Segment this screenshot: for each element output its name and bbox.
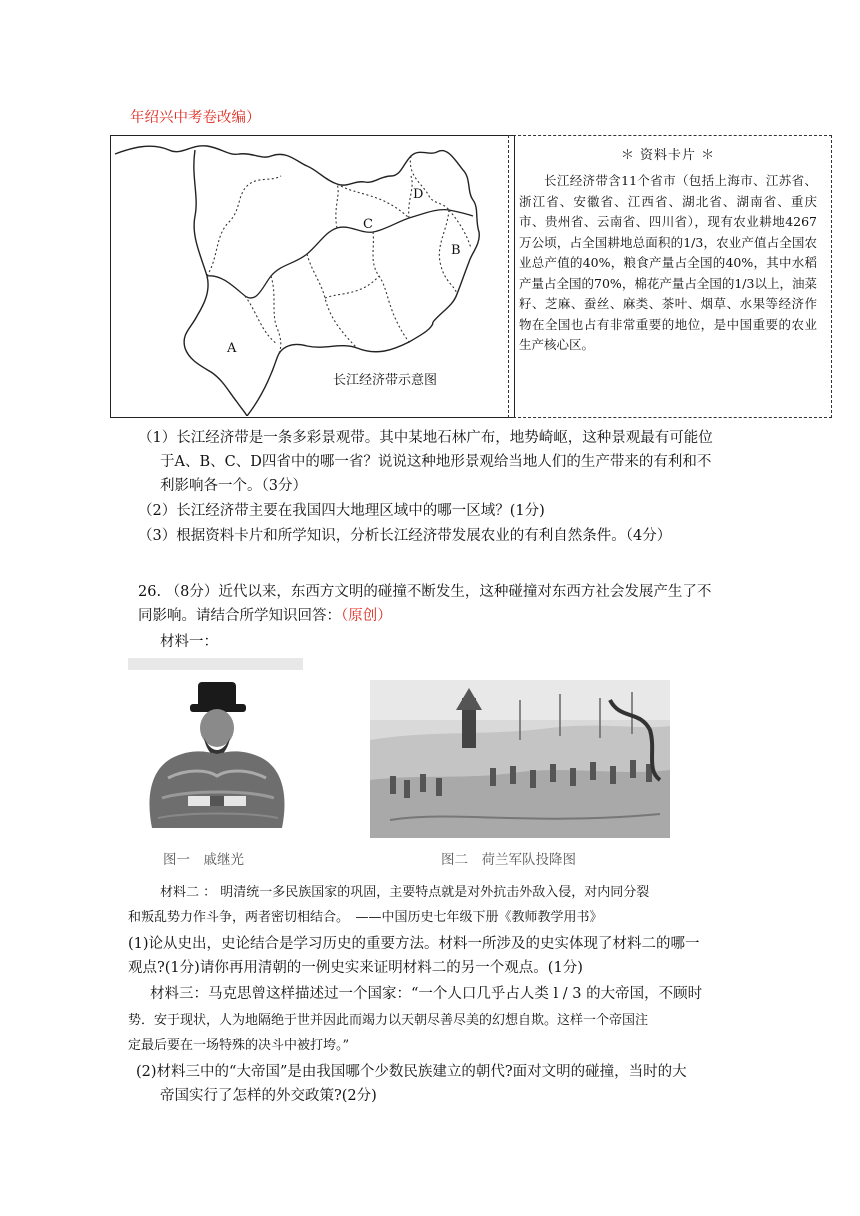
yangtze-map	[110, 135, 515, 418]
province-boundaries	[207, 156, 471, 358]
q26-stem-line1: 26. （8分）近代以来，东西方文明的碰撞不断发生，这种碰撞对东西方社会发展产生了不	[138, 584, 712, 600]
q25-sub3: （3）根据资料卡片和所学知识，分析长江经济带发展农业的有利自然条件。（4分）	[138, 528, 672, 544]
q26-sub1-line1: (1)论从史出，史论结合是学习历史的重要方法。材料一所涉及的史实体现了材料二的哪一	[128, 936, 700, 952]
q25-sub1-line1: （1）长江经济带是一条多彩景观带。其中某地石林广布，地势崎岖，这种景观最有可能位	[138, 430, 713, 446]
material2-line2: 和叛乱势力作斗争，两者密切相结合。 ——中国历史七年级下册《教师教学用书》	[128, 910, 603, 925]
material1-label: 材料一：	[160, 634, 218, 650]
figure2-surrender-scene	[370, 680, 670, 838]
resource-card	[508, 135, 832, 418]
q26-stem-text: 同影响。请结合所学知识回答：	[138, 608, 341, 624]
map-label-c: C	[363, 217, 373, 232]
q26-sub2-line2: 帝国实行了怎样的外交政策?(2分)	[160, 1088, 377, 1104]
q26-sub1-line2: 观点?(1分)请你再用清朝的一例史实来证明材料二的另一个观点。(1分)	[128, 960, 583, 976]
q26-stem-line2	[138, 604, 392, 628]
source-note: 年绍兴中考卷改编）	[130, 110, 261, 126]
figure1-caption: 图一 戚继光	[163, 852, 244, 868]
map-outer-boundary	[115, 146, 479, 322]
q25-sub1-line2: 于A、B、C、D四省中的哪一省？说说这种地形景观给当地人们的生产带来的有利和不	[160, 454, 712, 470]
material3-line2: 势．安于现状，人为地隔绝于世并因此而竭力以天朝尽善尽美的幻想自欺。这样一个帝国注	[128, 1013, 649, 1028]
map-label-d: D	[413, 187, 424, 202]
material2-line1: 材料二 ： 明清统一多民族国家的巩固，主要特点就是对外抗击外敌入侵，对内同分裂	[160, 885, 650, 900]
map-drawing	[111, 136, 513, 416]
q25-sub1-line3: 利影响各一个。（3分）	[160, 478, 307, 494]
map-south-boundary	[247, 322, 433, 416]
figure1-portrait	[128, 658, 303, 836]
map-label-a: A	[227, 341, 237, 356]
map-caption: 长江经济带示意图	[333, 373, 438, 388]
q25-sub2: （2）长江经济带主要在我国四大地理区域中的哪一区域？(1分)	[138, 503, 545, 519]
original-tag: （原创）	[341, 608, 392, 624]
material3-line3: 定最后要在一场特殊的决斗中被打垮。”	[128, 1038, 350, 1053]
surrender-image	[370, 680, 670, 838]
card-body: 长江经济带含11个省市（包括上海市、江苏省、浙江省、安徽省、江西省、湖北省、湖南省、重庆市、贵州省、云南省、四川省），现有农业耕地4267万公顷，占全国耕地总面积的1/3，农业产值占全国农业总产值的40%，粮食产量占全国的40%，其中水稻产量占全国的70%，棉花产量占全国的1/3以上，油菜籽、芝麻、蚕丝、麻类、茶叶、烟草、水果等经济作物在全国也占有非常重要的地位，是中国重要的农业生产核心区。	[519, 173, 817, 352]
map-west-boundary	[184, 150, 247, 416]
material3-line1: 材料三：马克思曾这样描述过一个国家：“一个人口几乎占人类 l / 3 的大帝国，不顾时	[150, 986, 703, 1002]
yangtze-river-line	[207, 210, 473, 298]
card-title: ＊ 资料卡片 ＊	[620, 148, 716, 163]
map-label-b: B	[451, 243, 461, 258]
figure2-caption: 图二 荷兰军队投降图	[441, 852, 576, 868]
portrait-image	[128, 658, 303, 836]
q26-sub2-line1: (2)材料三中的“大帝国”是由我国哪个少数民族建立的朝代?面对文明的碰撞，当时的大	[136, 1064, 687, 1080]
